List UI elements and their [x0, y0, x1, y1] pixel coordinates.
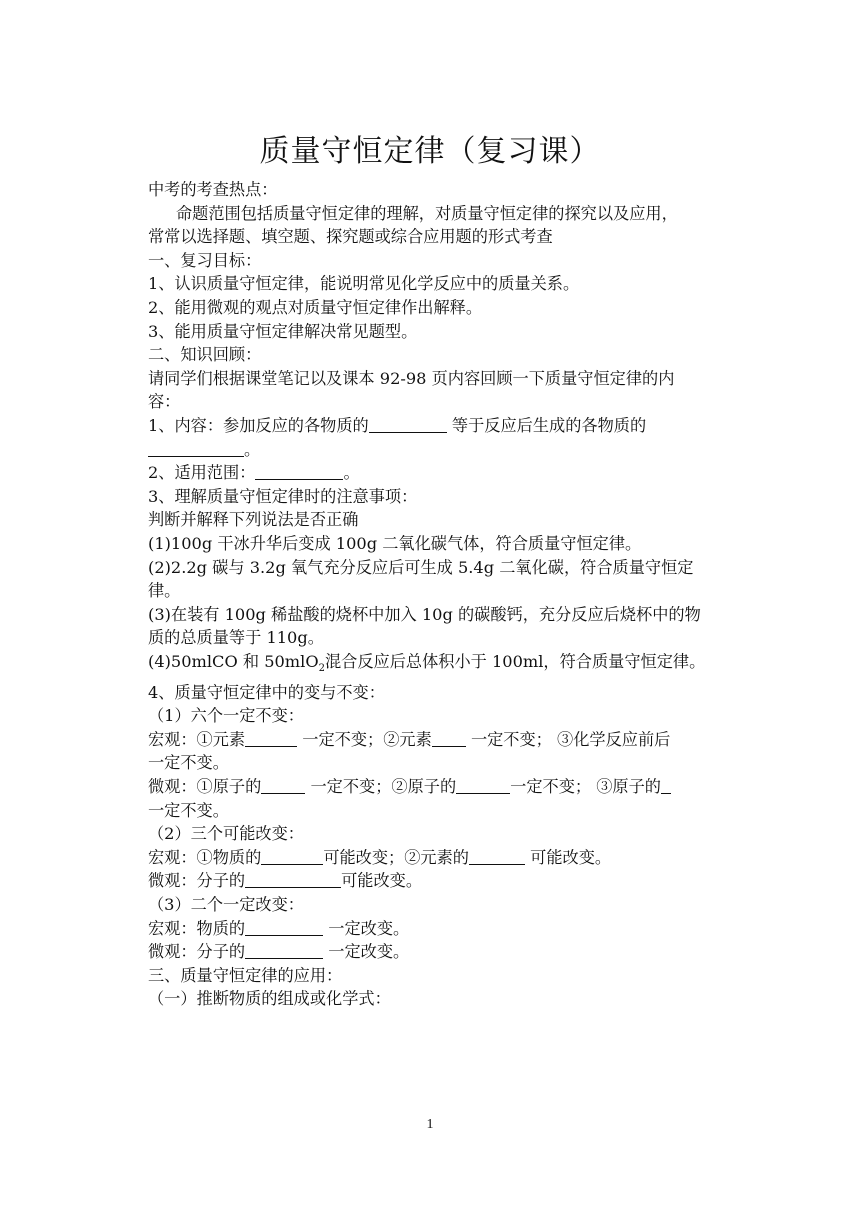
micro-unchanged-line-2: 一定不变。 — [148, 800, 229, 820]
document-title: 质量守恒定律（复习课） — [259, 134, 601, 169]
macro-possible-blank-2[interactable] — [469, 848, 525, 865]
micro-unchanged-blank-3[interactable] — [661, 777, 671, 794]
macro-possible — [148, 846, 718, 870]
macro-changed — [148, 917, 718, 941]
judge-instruction: 判断并解释下列说法是否正确 — [148, 510, 359, 530]
content-blank-2[interactable] — [148, 440, 244, 457]
content-item — [148, 414, 718, 438]
statement-4-part-1: (4)50mlCO 和 50mlO — [148, 651, 319, 671]
macro-unchanged-blank-1[interactable] — [245, 730, 297, 747]
macro-possible-3: 可能改变。 — [530, 847, 612, 867]
three-possible-heading: （2）三个可能改变： — [148, 824, 304, 844]
hotspot-text-line-2: 常常以选择题、填空题、探究题或综合应用题的形式考查 — [148, 227, 553, 247]
change-heading: 4、质量守恒定律中的变与不变： — [148, 682, 385, 702]
page-number: 1 — [426, 1117, 434, 1132]
statement-4 — [148, 650, 718, 681]
micro-changed-blank[interactable] — [245, 942, 323, 959]
statement-3-line-2: 质的总质量等于 110g。 — [148, 628, 324, 648]
goal-2: 2、能用微观的观点对质量守恒定律作出解释。 — [148, 297, 483, 317]
micro-unchanged-blank-2[interactable] — [456, 777, 510, 794]
micro-changed-1: 微观：分子的 — [148, 942, 246, 962]
statement-4-part-2: 混合反应后总体积小于 100ml，符合质量守恒定律。 — [324, 651, 706, 671]
macro-possible-1: 宏观：①物质的 — [148, 847, 262, 867]
statement-4-subscript: 2 — [318, 663, 325, 675]
statement-1: (1)100g 干冰升华后变成 100g 二氧化碳气体，符合质量守恒定律。 — [148, 533, 642, 553]
section-2-heading: 二、知识回顾： — [148, 345, 262, 365]
two-changed-heading: （3）二个一定改变： — [148, 895, 304, 915]
macro-unchanged-blank-2[interactable] — [432, 730, 466, 747]
statement-3-line-1: (3)在装有 100g 稀盐酸的烧杯中加入 10g 的碳酸钙，充分反应后烧杯中的物 — [148, 604, 701, 624]
notes-heading: 3、理解质量守恒定律时的注意事项： — [148, 486, 418, 506]
micro-possible-blank[interactable] — [245, 871, 341, 888]
macro-unchanged-2: 一定不变；②元素 — [302, 729, 432, 749]
micro-possible-2: 可能改变。 — [341, 871, 423, 891]
hotspot-heading: 中考的考查热点： — [148, 180, 278, 199]
macro-possible-2: 可能改变；②元素的 — [323, 847, 469, 867]
micro-unchanged-1: 微观：①原子的 — [148, 777, 262, 797]
scope-item — [148, 461, 718, 485]
micro-unchanged-3: 一定不变； ③原子的 — [510, 777, 661, 797]
scope-item-end: 。 — [343, 463, 360, 483]
macro-unchanged-line-2: 一定不变。 — [148, 753, 229, 773]
section-1-heading: 一、复习目标： — [148, 250, 262, 270]
macro-changed-2: 一定改变。 — [328, 918, 410, 938]
review-instruction-line-2: 容： — [148, 392, 181, 412]
document-body — [148, 178, 718, 1011]
macro-unchanged-1: 宏观：①元素 — [148, 729, 246, 749]
statement-2-line-1: (2)2.2g 碳与 3.2g 氧气充分反应后可生成 5.4g 二氧化碳，符合质量守恒定 — [148, 557, 694, 577]
statement-2-line-2: 律。 — [148, 581, 181, 601]
scope-item-prefix: 2、适用范围： — [148, 463, 256, 483]
content-item-middle: 等于反应后生成的各物质的 — [451, 415, 647, 435]
micro-possible-1: 微观：分子的 — [148, 871, 246, 891]
content-item-line-2 — [148, 438, 718, 462]
six-unchanged-heading: （1）六个一定不变： — [148, 706, 304, 726]
content-item-prefix: 1、内容：参加反应的各物质的 — [148, 415, 369, 435]
micro-changed-2: 一定改变。 — [328, 942, 410, 962]
subsection-1-heading: （一）推断物质的组成或化学式： — [148, 989, 391, 1009]
micro-possible — [148, 869, 718, 893]
content-item-end: 。 — [244, 439, 261, 459]
micro-unchanged-2: 一定不变；②原子的 — [310, 777, 457, 797]
hotspot-text-line-1: 命题范围包括质量守恒定律的理解，对质量守恒定律的探究以及应用， — [176, 203, 678, 223]
macro-changed-1: 宏观：物质的 — [148, 918, 246, 938]
micro-unchanged-blank-1[interactable] — [261, 777, 305, 794]
micro-unchanged — [148, 775, 718, 799]
macro-unchanged-3: 一定不变； ③化学反应前后 — [470, 729, 671, 749]
section-3-heading: 三、质量守恒定律的应用： — [148, 965, 343, 985]
macro-unchanged — [148, 728, 718, 752]
review-instruction-line-1: 请同学们根据课堂笔记以及课本 92-98 页内容回顾一下质量守恒定律的内 — [148, 368, 675, 388]
content-blank-1[interactable] — [369, 416, 447, 433]
micro-changed — [148, 940, 718, 964]
goal-1: 1、认识质量守恒定律，能说明常见化学反应中的质量关系。 — [148, 274, 580, 294]
macro-changed-blank[interactable] — [245, 919, 323, 936]
goal-3: 3、能用质量守恒定律解决常见题型。 — [148, 321, 418, 341]
macro-possible-blank-1[interactable] — [261, 848, 323, 865]
scope-blank[interactable] — [255, 463, 343, 480]
